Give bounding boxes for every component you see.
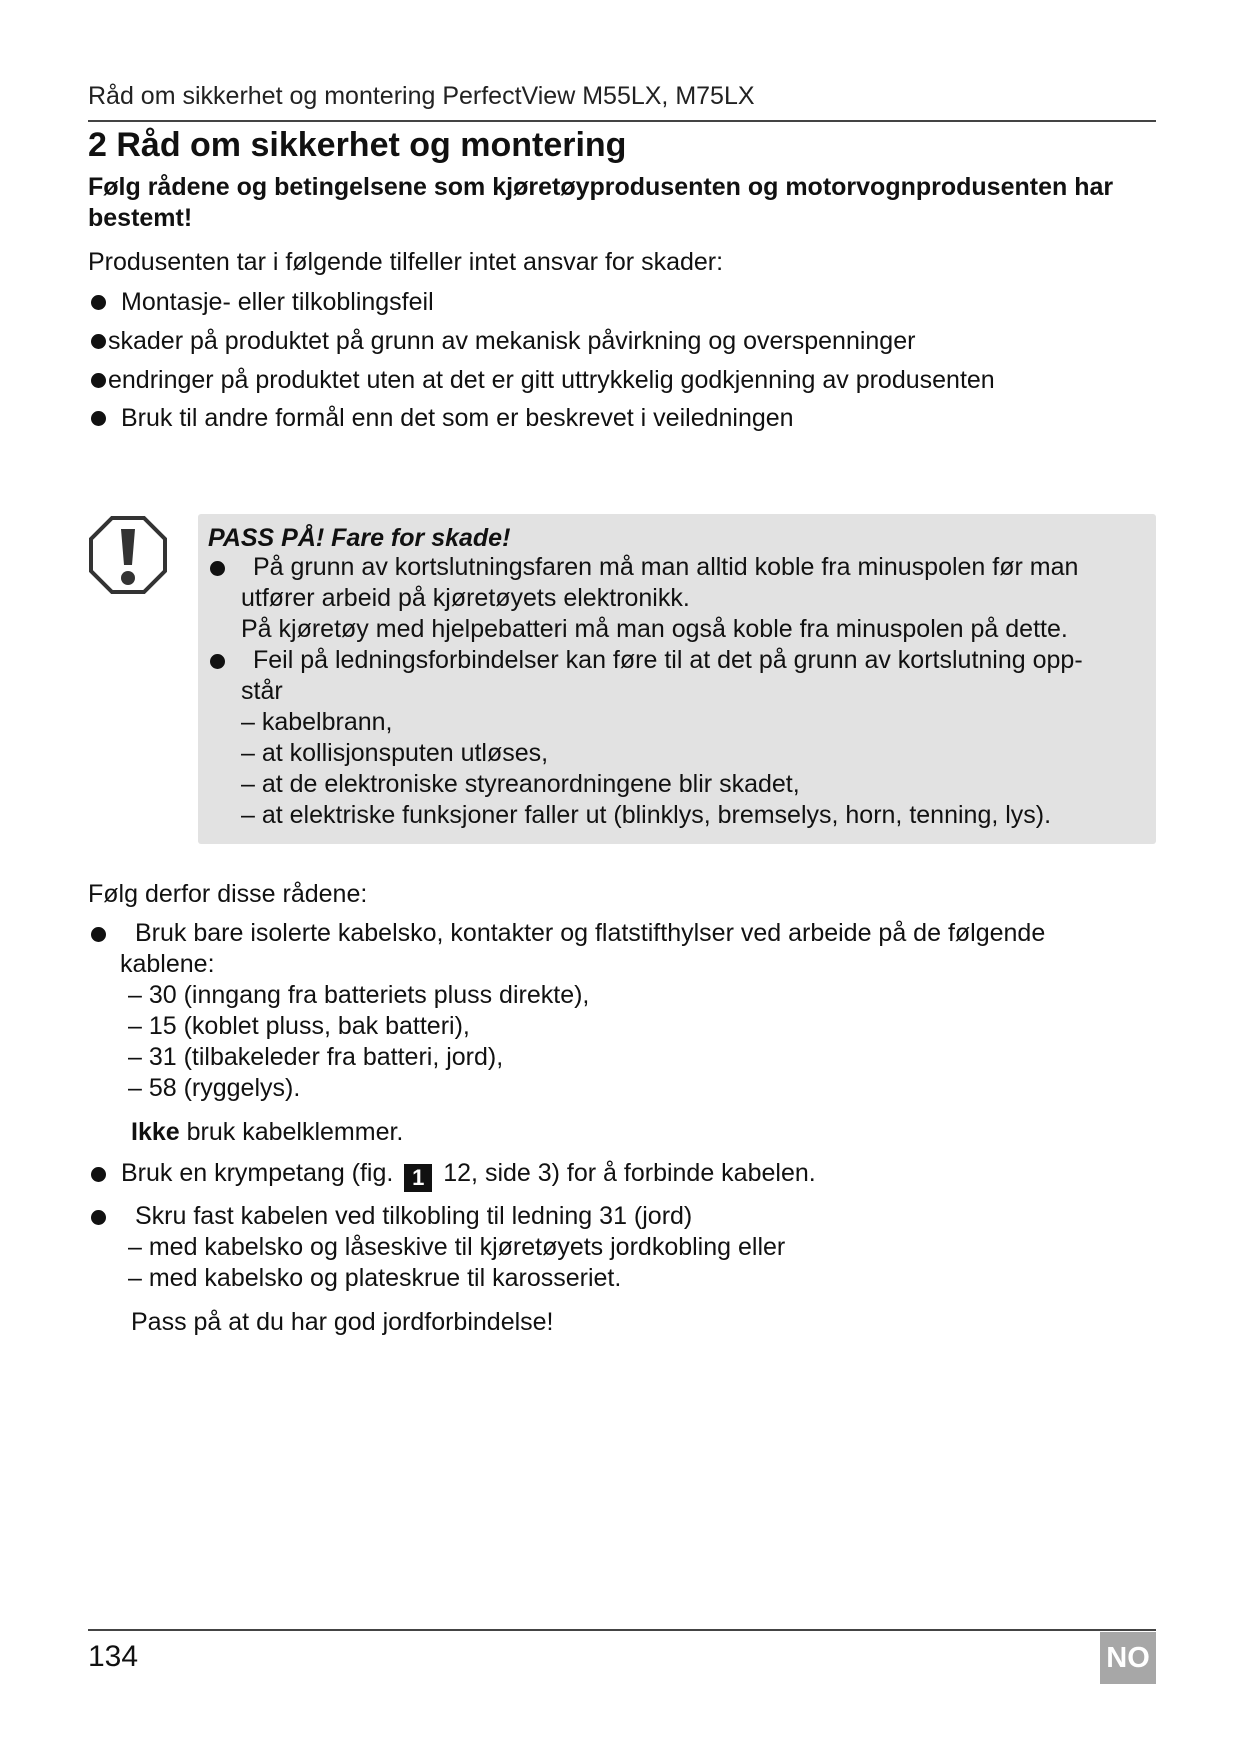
language-badge: NO [1100,1632,1156,1684]
bullet-icon [91,295,106,310]
advice-text: Skru fast kabelen ved tilkobling til ledning 31 (jord) [135,1202,693,1230]
bullet-icon [91,411,106,426]
cable-dash-item: – 58 (ryggelys). [128,1074,301,1102]
bullet-icon [91,334,106,349]
advice-note-text: bruk kabelklemmer. [179,1118,404,1146]
warning-title: PASS PÅ! Fare for skade! [208,524,511,552]
bullet-icon [210,654,225,669]
figure-number-badge: 1 [404,1164,432,1192]
bullet-icon [91,927,106,942]
cable-dash-item: – 31 (tilbakeleder fra batteri, jord), [128,1043,504,1071]
list-item-text: Montasje- eller tilkoblingsfeil [121,288,434,316]
page-number: 134 [88,1640,139,1673]
lead-instruction: Følg rådene og betingelsene som kjøretøyprodusenten og motorvognprodusenten har bestemt! [88,173,1114,232]
warning-dash-item: – at elektriske funksjoner faller ut (blinklys, bremselys, horn, tenning, lys). [241,801,1052,829]
list-item-text: skader på produktet på grunn av mekanisk påvirkning og overspenninger [108,327,916,355]
warning-text: Feil på ledningsforbindelser kan føre til at det på grunn av kortslutning opp- [253,646,1083,674]
cable-dash-item: – 15 (koblet pluss, bak batteri), [128,1012,470,1040]
advice-note: Pass på at du har god jordforbindelse! [131,1308,554,1336]
bullet-icon [91,373,106,388]
cable-dash-item: – 30 (inngang fra batteriets pluss direkte), [128,981,590,1009]
warning-text: På grunn av kortslutningsfaren må man alltid koble fra minuspolen før man [253,553,1079,581]
warning-octagon-icon [88,515,168,595]
advice-text: kablene: [120,950,215,978]
bullet-icon [210,561,225,576]
advice-note [131,1117,403,1148]
warning-dash-item: – kabelbrann, [241,708,393,736]
advice-note-emphasis: Ikke [131,1118,180,1146]
bullet-icon [91,1167,106,1182]
bullet-icon [91,1210,106,1225]
advice-text-part: 12, side 3) for å forbinde kabelen. [436,1159,816,1187]
warning-dash-item: – at de elektroniske styreanordningene blir skadet, [241,770,800,798]
list-item-text: endringer på produktet uten at det er gitt uttrykkelig godkjenning av produsenten [108,366,995,394]
section-title: 2 Råd om sikkerhet og montering [88,126,627,164]
advice-text: Bruk bare isolerte kabelsko, kontakter og flatstifthylser ved arbeide på de følgende [135,919,1046,947]
ground-dash-item: – med kabelsko og plateskrue til karosseriet. [128,1264,622,1292]
advice-text-part: Bruk en krympetang (fig. [121,1159,401,1187]
advice-text [121,1158,816,1192]
warning-dash-item: – at kollisjonsputen utløses, [241,739,549,767]
header-rule [88,120,1156,122]
warning-text: På kjøretøy med hjelpebatteri må man også koble fra minuspolen på dette. [241,615,1068,643]
advice-intro: Følg derfor disse rådene: [88,880,368,908]
liability-intro: Produsenten tar i følgende tilfeller intet ansvar for skader: [88,248,724,276]
warning-text: står [241,677,283,705]
ground-dash-item: – med kabelsko og låseskive til kjøretøyets jordkobling eller [128,1233,786,1261]
running-header: Råd om sikkerhet og montering PerfectView M55LX, M75LX [88,82,755,110]
document-page [88,0,1156,1754]
warning-text: utfører arbeid på kjøretøyets elektronikk. [241,584,690,612]
list-item-text: Bruk til andre formål enn det som er beskrevet i veiledningen [121,404,794,432]
footer-rule [88,1629,1156,1631]
